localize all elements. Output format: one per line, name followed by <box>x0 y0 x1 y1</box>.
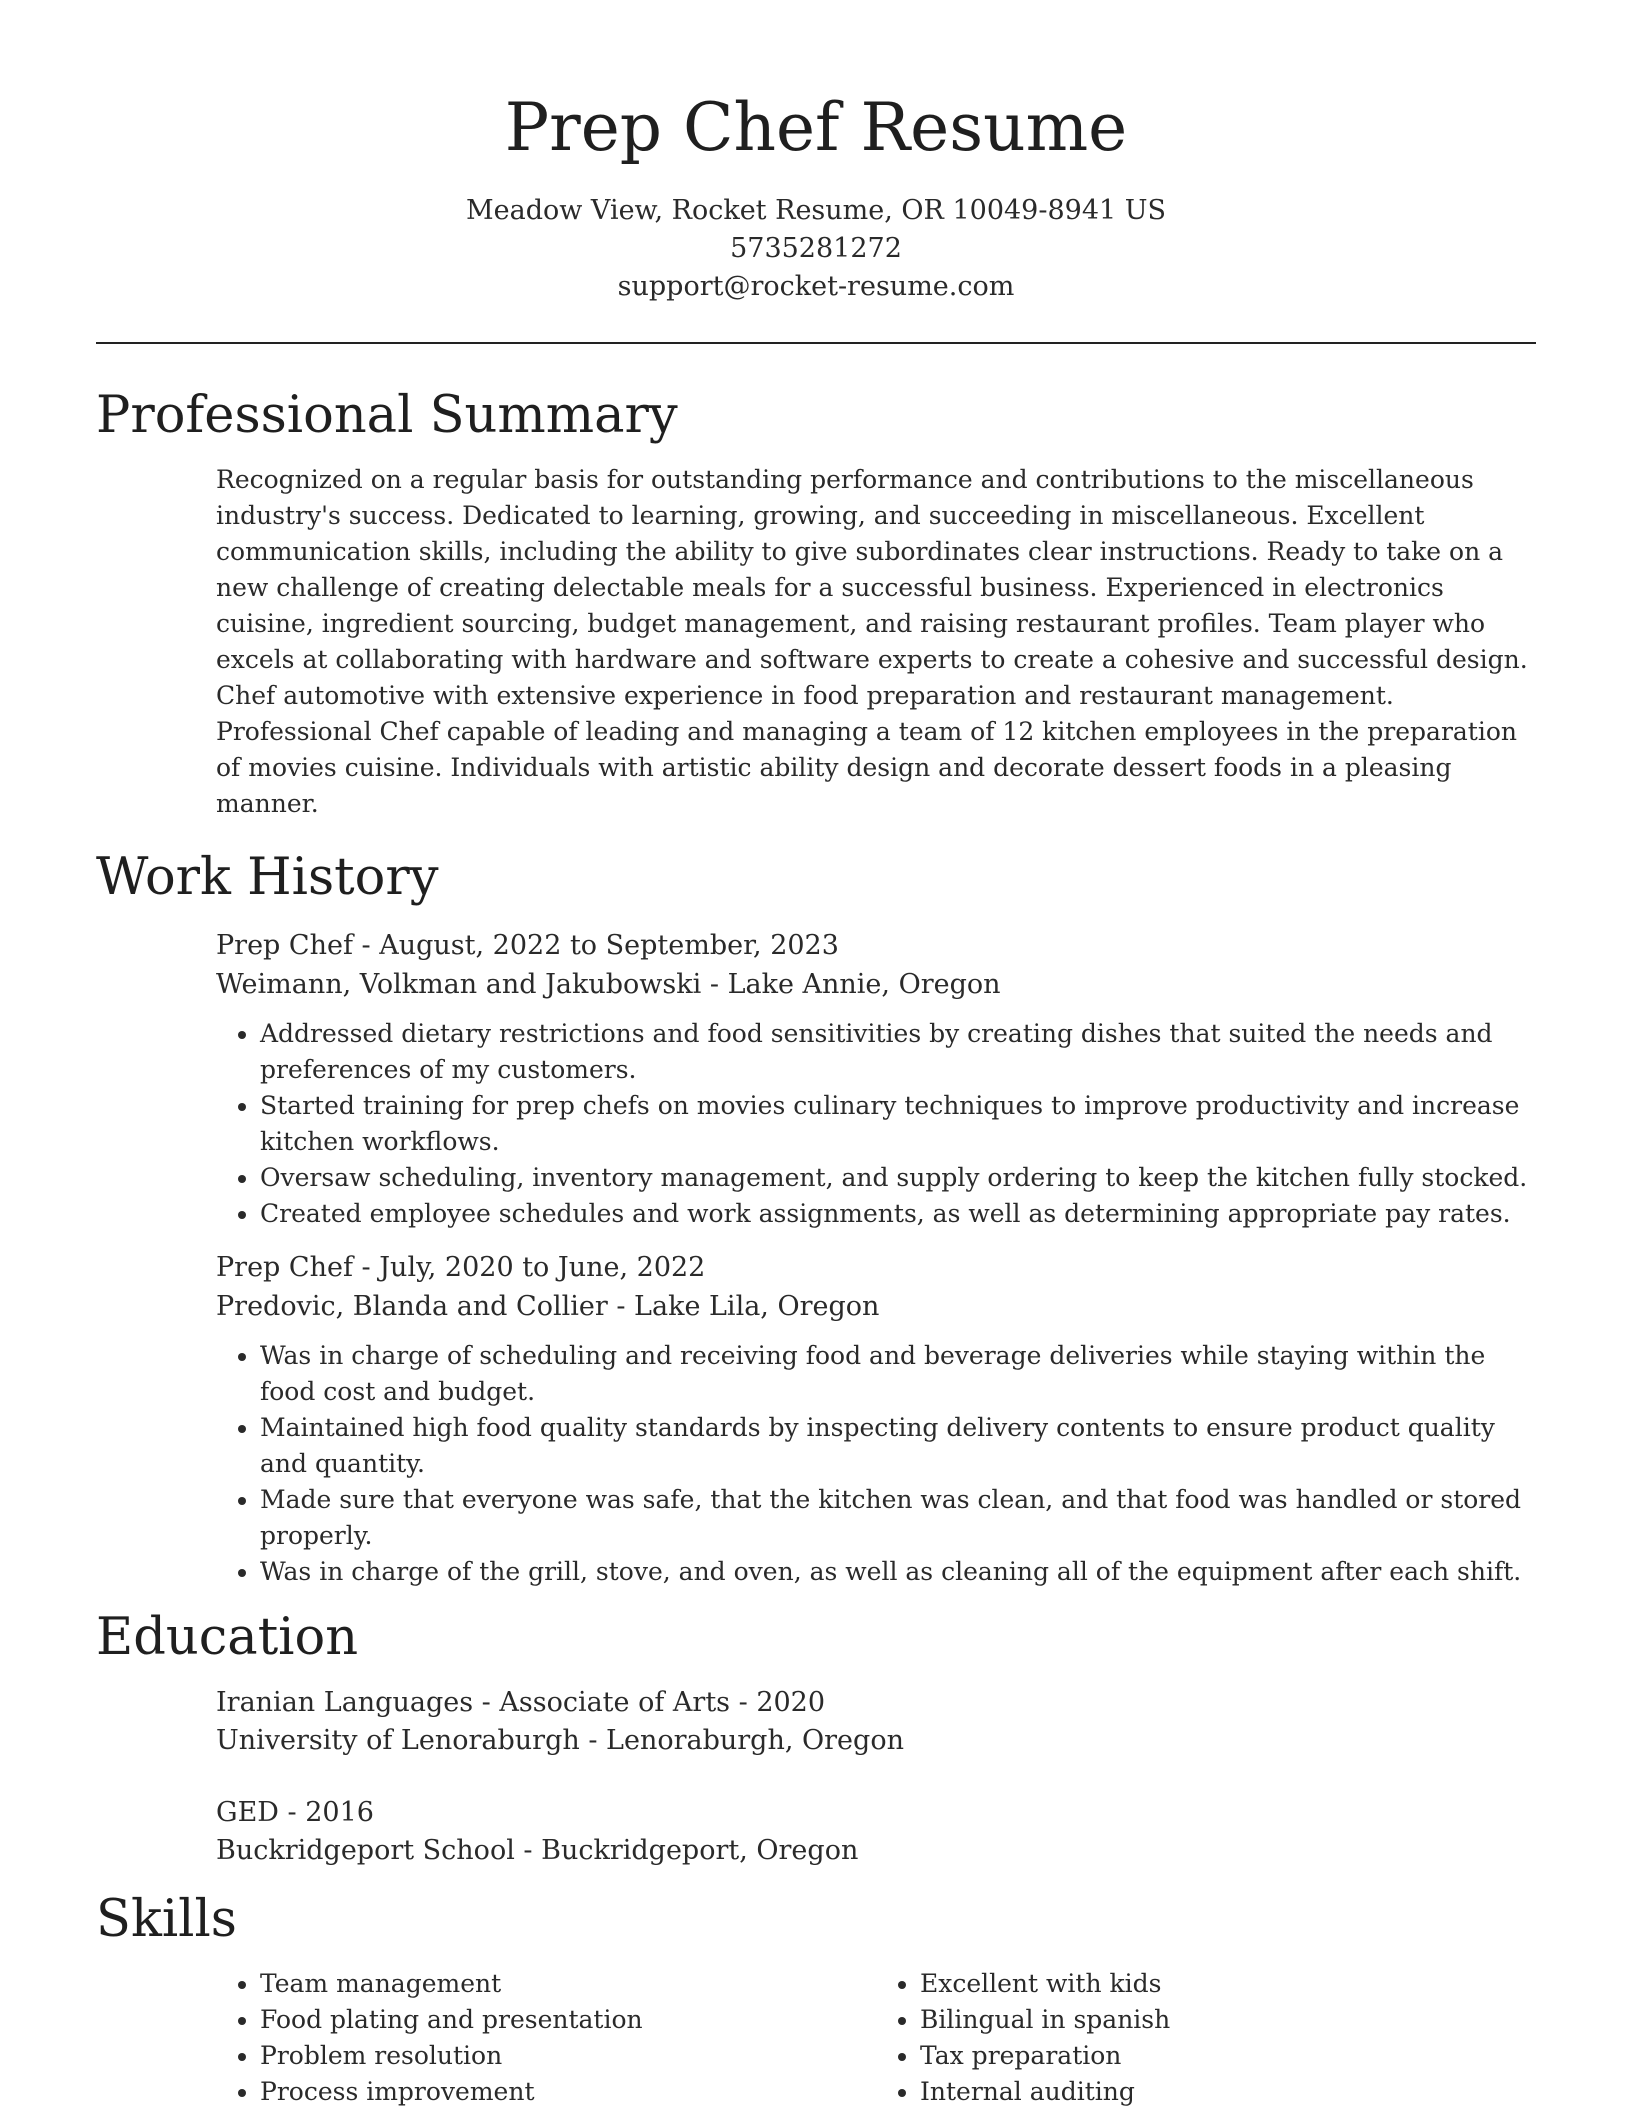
contact-block <box>96 192 1536 306</box>
education-location: - Lenoraburgh, Oregon <box>579 1725 904 1756</box>
contact-phone: 5735281272 <box>730 233 902 264</box>
education-school-line <box>216 1832 1536 1870</box>
job-bullet: • Created employee schedules and work assignments, as well as determining appropriate pay rates. <box>260 1196 1536 1232</box>
education-entry <box>216 1684 1536 1760</box>
job-title-dates: Prep Chef - July, 2020 to June, 2022 <box>216 1252 706 1283</box>
education-section <box>96 1606 1536 1870</box>
education-degree-line <box>216 1794 1536 1832</box>
skills-section <box>96 1888 1536 2110</box>
job-entry <box>216 926 1536 1232</box>
job-bullet: • Maintained high food quality standards by inspecting delivery contents to ensure product quality and quantity. <box>260 1410 1536 1482</box>
section-heading-education: Education <box>96 1608 359 1667</box>
education-degree: Iranian Languages - Associate of Arts <box>216 1687 731 1718</box>
education-year: - 2016 <box>278 1797 374 1828</box>
summary-text: Recognized on a regular basis for outstanding performance and contributions to the miscellaneous industry's success. Dedicated to learning, growing, and succeeding in miscellaneous. Excellent communication skills, including the ability to give subordinates clear instructions. Ready to take on a new challenge of creating delectable meals for a successful business. Experienced in electronics cuisine, ingredient sourcing, budget management, and raising restaurant profiles. Team player who excels at collaborating with hardware and software experts to create a cohesive and successful design. Chef automotive with extensive experience in food preparation and restaurant management. Professional Chef capable of leading and managing a team of 12 kitchen employees in the preparation of movies cuisine. Individuals with artistic ability design and decorate dessert foods in a pleasing manner. <box>216 465 1528 818</box>
section-heading-work: Work History <box>96 848 439 907</box>
skill-item: • Food plating and presentation <box>260 2002 876 2038</box>
skill-item: • Bilingual in spanish <box>920 2002 1536 2038</box>
section-heading-summary: Professional Summary <box>96 386 678 445</box>
contact-email: support@rocket-resume.com <box>617 271 1015 302</box>
job-entry <box>216 1248 1536 1590</box>
skill-item: • Team management <box>260 1966 876 2002</box>
skill-item: • Internal auditing <box>920 2074 1536 2110</box>
job-company: Weimann, Volkman and Jakubowski <box>216 969 702 1000</box>
job-location: - Lake Annie, Oregon <box>701 969 1001 1000</box>
resume-title: Prep Chef Resume <box>504 89 1128 166</box>
section-heading-skills: Skills <box>96 1890 237 1949</box>
job-bullet: • Oversaw scheduling, inventory management, and supply ordering to keep the kitchen fully stocked. <box>260 1160 1536 1196</box>
job-company: Predovic, Blanda and Collier <box>216 1291 608 1322</box>
job-title-dates: Prep Chef - August, 2022 to September, 2023 <box>216 930 839 961</box>
skills-list-right <box>876 1966 1536 2110</box>
education-year: - 2020 <box>730 1687 826 1718</box>
education-entry <box>216 1794 1536 1870</box>
job-location: - Lake Lila, Oregon <box>607 1291 880 1322</box>
job-bullets <box>216 1338 1536 1590</box>
skills-columns <box>216 1966 1536 2110</box>
work-history-section <box>96 846 1536 1590</box>
professional-summary-section <box>96 384 1536 822</box>
education-degree-line <box>216 1684 1536 1722</box>
skill-item: • Tax preparation <box>920 2038 1536 2074</box>
education-school: University of Lenoraburgh <box>216 1725 580 1756</box>
work-history-body <box>216 926 1536 1590</box>
job-employer-line <box>216 965 1536 1004</box>
education-body <box>216 1684 1536 1870</box>
skill-item: • Process improvement <box>260 2074 876 2110</box>
skills-list-left <box>216 1966 876 2110</box>
job-bullet: • Was in charge of the grill, stove, and oven, as well as cleaning all of the equipment after each shift. <box>260 1554 1536 1590</box>
header-divider <box>96 342 1536 344</box>
job-employer-line <box>216 1287 1536 1326</box>
skill-item: • Excellent with kids <box>920 1966 1536 2002</box>
job-bullet: • Started training for prep chefs on movies culinary techniques to improve productivity and increase kitchen workflows. <box>260 1088 1536 1160</box>
resume-header <box>96 0 1536 306</box>
job-bullet: • Was in charge of scheduling and receiving food and beverage deliveries while staying within the food cost and budget. <box>260 1338 1536 1410</box>
job-bullet: • Addressed dietary restrictions and food sensitivities by creating dishes that suited the needs and preferences of my customers. <box>260 1016 1536 1088</box>
education-location: - Buckridgeport, Oregon <box>514 1835 859 1866</box>
job-bullet: • Made sure that everyone was safe, that the kitchen was clean, and that food was handled or stored properly. <box>260 1482 1536 1554</box>
education-school-line <box>216 1722 1536 1760</box>
job-bullets <box>216 1016 1536 1232</box>
education-school: Buckridgeport School <box>216 1835 515 1866</box>
contact-address: Meadow View, Rocket Resume, OR 10049-8941 US <box>465 195 1167 226</box>
education-degree: GED <box>216 1797 279 1828</box>
skill-item: • Problem resolution <box>260 2038 876 2074</box>
